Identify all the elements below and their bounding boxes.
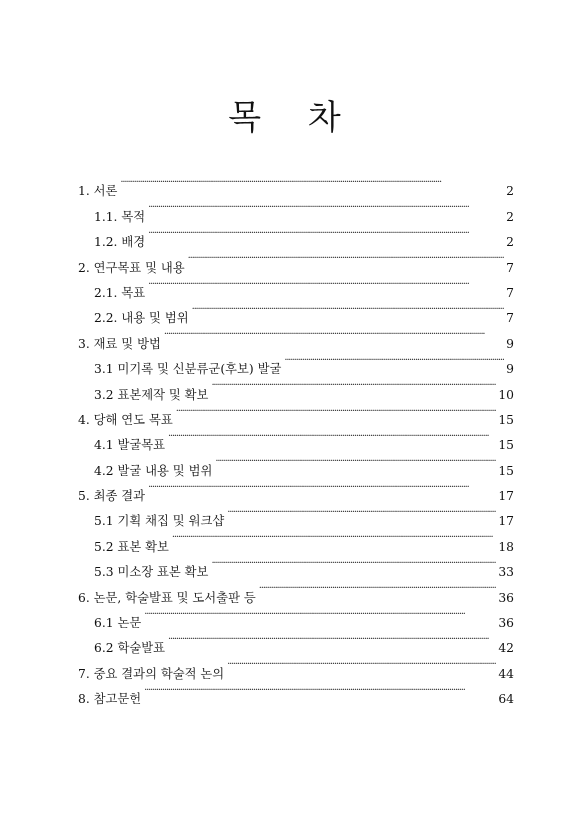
toc-entry-label: 2.2. 내용 및 범위 xyxy=(94,311,189,326)
toc-entry-page: 17 xyxy=(498,489,514,504)
toc-entry-label: 3.2 표본제작 및 확보 xyxy=(94,387,209,402)
toc-entry-label: 1.1. 목적 xyxy=(94,209,146,224)
toc-entry-page: 36 xyxy=(498,616,514,631)
dot-leader xyxy=(215,449,496,474)
dot-leader xyxy=(192,297,505,322)
toc-entry-label: 4.1 발굴목표 xyxy=(94,438,165,453)
toc-entry-page: 9 xyxy=(506,336,514,351)
dot-leader xyxy=(148,272,504,297)
toc-entry-page: 7 xyxy=(506,285,514,300)
toc-entry-label: 5.3 미소장 표본 확보 xyxy=(94,565,209,580)
table-of-contents xyxy=(78,170,514,707)
toc-entry-page: 64 xyxy=(498,692,514,707)
toc-entry-page: 15 xyxy=(498,412,514,427)
dot-leader xyxy=(144,602,496,627)
dot-leader xyxy=(168,424,496,449)
toc-entry-label: 3. 재료 및 방법 xyxy=(78,336,161,351)
toc-entry-page: 36 xyxy=(498,590,514,605)
dot-leader xyxy=(176,399,497,424)
toc-entry-page: 9 xyxy=(506,362,514,377)
toc-entry-page: 18 xyxy=(498,539,514,554)
dot-leader xyxy=(148,475,496,500)
toc-entry[interactable] xyxy=(78,170,514,199)
page-title: 목 차 xyxy=(228,98,359,138)
toc-entry-page: 7 xyxy=(506,260,514,275)
dot-leader xyxy=(168,627,496,652)
toc-entry-page: 33 xyxy=(498,565,514,580)
dot-leader xyxy=(164,322,504,347)
toc-entry-page: 2 xyxy=(506,184,514,199)
toc-entry[interactable] xyxy=(78,195,514,224)
toc-entry[interactable] xyxy=(78,678,514,707)
toc-entry[interactable] xyxy=(78,602,514,631)
dot-leader xyxy=(284,348,504,373)
dot-leader xyxy=(120,170,504,195)
dot-leader xyxy=(148,221,504,246)
toc-entry-page: 10 xyxy=(498,387,514,402)
toc-entry-page: 15 xyxy=(498,438,514,453)
dot-leader xyxy=(188,246,505,271)
dot-leader xyxy=(259,576,497,601)
toc-entry-label: 6.1 논문 xyxy=(94,616,142,631)
toc-entry-label: 3.1 미기록 및 신분류군(후보) 발굴 xyxy=(94,362,282,377)
toc-entry-label: 1.2. 배경 xyxy=(94,235,146,250)
toc-entry-page: 42 xyxy=(498,641,514,656)
toc-entry-label: 6.2 학술발표 xyxy=(94,641,165,656)
toc-entry-label: 5.2 표본 확보 xyxy=(94,539,169,554)
toc-entry-label: 4. 당해 연도 목표 xyxy=(78,412,173,427)
toc-entry-label: 2.1. 목표 xyxy=(94,285,146,300)
dot-leader xyxy=(211,373,496,398)
dot-leader xyxy=(227,652,496,677)
toc-entry-page: 2 xyxy=(506,235,514,250)
dot-leader xyxy=(148,195,504,220)
toc-entry-label: 7. 중요 결과의 학술적 논의 xyxy=(78,666,225,681)
toc-entry-label: 5. 최종 결과 xyxy=(78,489,146,504)
toc-entry-label: 8. 참고문헌 xyxy=(78,692,142,707)
dot-leader xyxy=(227,500,496,525)
toc-entry-page: 7 xyxy=(506,311,514,326)
toc-entry-label: 6. 논문, 학술발표 및 도서출판 등 xyxy=(78,590,256,605)
toc-entry-page: 2 xyxy=(506,209,514,224)
toc-entry-label: 2. 연구목표 및 내용 xyxy=(78,260,185,275)
dot-leader xyxy=(144,678,496,703)
toc-entry-page: 44 xyxy=(498,666,514,681)
toc-entry-page: 15 xyxy=(498,463,514,478)
toc-entry-page: 17 xyxy=(498,514,514,529)
toc-entry-label: 4.2 발굴 내용 및 범위 xyxy=(94,463,213,478)
toc-entry-label: 5.1 기획 채집 및 워크샵 xyxy=(94,514,225,529)
dot-leader xyxy=(172,525,496,550)
dot-leader xyxy=(211,551,496,576)
toc-entry-label: 1. 서론 xyxy=(78,184,118,199)
